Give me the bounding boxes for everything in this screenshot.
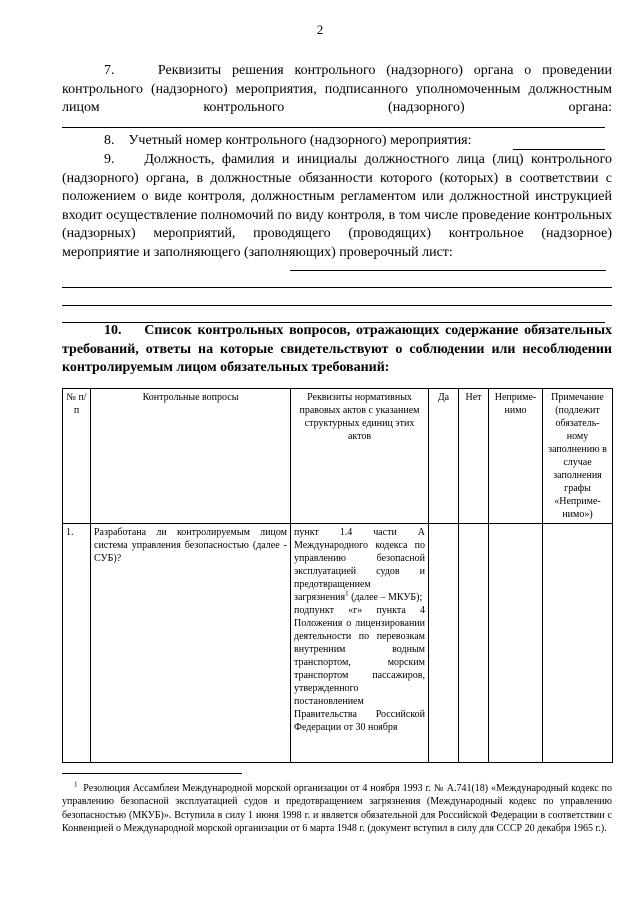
footnote-text: Резолюция Ассамблеи Международной морской организации от 4 ноября 1993 г. № A.741(18) «Международный кодекс по управлению безопасной эксплуатацией судов и предотвращением загрязнения (Международный кодекс по управлению безопасностью (МКУБ)». Вступила в силу 1 июня 1998 г. и является обязательной для Российской Федерации в соответствии с Конвенцией о Международной морской организации от 6 марта 1948 г. (документ вступил в силу для СССР 20 декабря 1965 г.). [62,783,613,835]
item-9 [62,151,612,263]
requisites-part-a: пункт 1.4 части А Международного кодекса по управлению безопасной эксплуатацией судов и предотвращением загрязнения [294,527,425,603]
footnote-mark: 1 [74,780,78,789]
item-8 [62,132,612,151]
header-requisites: Реквизиты нормативных правовых актов с указанием структурных единиц этих актов [291,389,429,524]
header-not-applicable: Неприме-нимо [489,389,543,524]
row-not-applicable-cell[interactable] [489,524,543,763]
footnote-separator [62,773,242,774]
header-no: Нет [459,389,489,524]
item-10-number: 10. [104,323,122,338]
item-9-number: 9. [104,152,115,167]
row-requisites [291,524,429,763]
header-note: Примечание (подлежит обязатель-ному заполнению в случае заполнения графы «Неприме-нимо») [543,389,613,524]
table-header-row [63,389,613,524]
item-8-text: Учетный номер контрольного (надзорного) мероприятия: [128,133,472,148]
item-7 [62,62,612,118]
item-10 [62,322,612,378]
row-no-cell[interactable] [459,524,489,763]
item-9-text: Должность, фамилия и инициалы должностного лица (лиц) контрольного (надзорного) органа, в должностные обязанности которого (которых) в соответствии с положением о виде контроля, должностным регламентом или должностной инструкцией входит осуществление полномочий по виду контроля, в том числе проведение контрольных (надзорных) мероприятий, проводящего (проводящих) контрольное (надзорное) мероприятие и заполняющего (заполняющих) проверочный лист: [62,152,613,260]
row-question: Разработана ли контролируемым лицом система управления безопасностью (далее - СУБ)? [91,524,291,763]
item-9-answer-line-3 [62,305,612,306]
header-question: Контрольные вопросы [91,389,291,524]
page-number: 2 [316,22,324,37]
item-8-answer-line [513,149,605,150]
item-7-answer-line [62,127,605,128]
header-number: № п/п [63,389,91,524]
footnote-reference: 1 [345,589,349,598]
item-7-number: 7. [104,63,115,78]
item-9-answer-line-2 [62,287,612,288]
item-9-answer-line-1 [290,270,606,271]
footnote [62,782,612,836]
requisites-part-c: подпункт «г» пункта 4 Положения о лицензировании деятельности по перевозкам внутренним водным транспортом, морским транспортом пассажиров, утвержденного постановлением Правительства Российской Федерации от 30 ноября [294,605,425,733]
checklist-table [62,388,613,763]
item-7-text: Реквизиты решения контрольного (надзорного) органа о проведении контрольного (надзорного) мероприятия, подписанного уполномоченным должностным лицом контрольного (надзорного) органа: [62,63,612,116]
row-number: 1. [63,524,91,763]
header-yes: Да [429,389,459,524]
row-note-cell[interactable] [543,524,613,763]
table-row [63,524,613,763]
item-10-text: Список контрольных вопросов, отражающих содержание обязательных требований, ответы на которые свидетельствуют о соблюдении или несоблюдении контролируемым лицом обязательных требований: [62,323,613,376]
requisites-part-b: (далее – МКУБ); [348,592,423,603]
row-yes-cell[interactable] [429,524,459,763]
item-8-number: 8. [104,133,115,148]
